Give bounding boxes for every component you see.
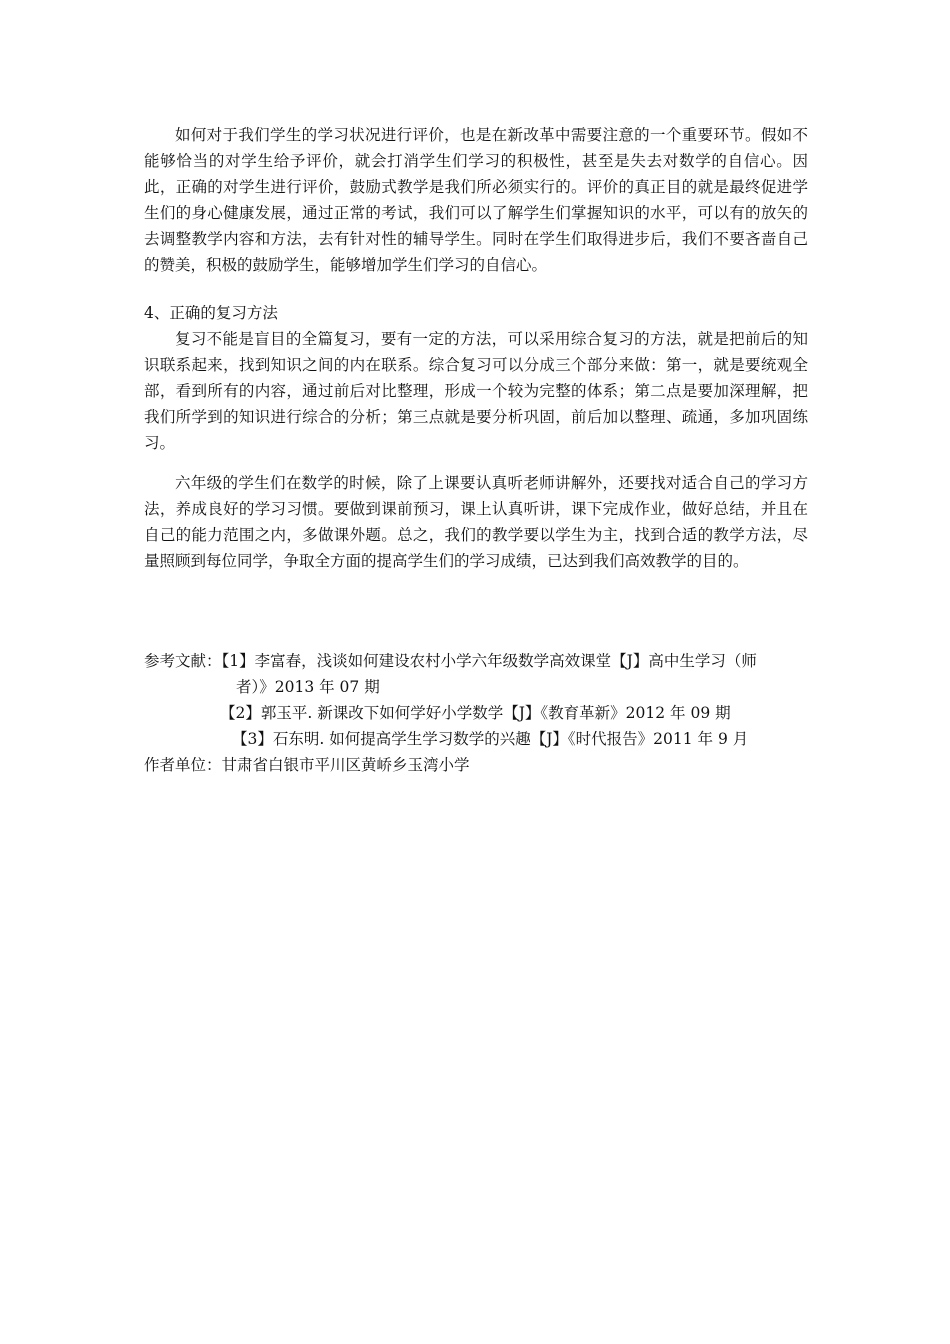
reference-1 xyxy=(144,648,808,674)
reference-2: 【2】郭玉平. 新课改下如何学好小学数学【J】《教育革新》2012 年 09 期 xyxy=(220,704,731,722)
reference-1-line-2: 者）》2013 年 07 期 xyxy=(236,678,380,696)
references-section xyxy=(144,648,808,778)
paragraph-review-method: 复习不能是盲目的全篇复习，要有一定的方法，可以采用综合复习的方法，就是把前后的知识联系起来，找到知识之间的内在联系。综合复习可以分成三个部分来做：第一，就是要统观全部，看到所有的内容，通过前后对比整理，形成一个较为完整的体系；第二点是要加深理解，把我们所学到的知识进行综合的分析；第三点就是要分析巩固，前后加以整理、疏通，多加巩固练习。 xyxy=(144,330,808,452)
reference-3: 【3】石东明. 如何提高学生学习数学的兴趣【J】《时代报告》2011 年 9 月 xyxy=(232,730,749,748)
reference-1-line-1: 【1】李富春，浅谈如何建设农村小学六年级数学高效课堂【J】高中生学习（师 xyxy=(221,652,757,670)
section-heading-review-method: 4、正确的复习方法 xyxy=(144,304,278,322)
references-label: 参考文献： xyxy=(144,652,222,670)
paragraph-conclusion: 六年级的学生们在数学的时候，除了上课要认真听老师讲解外，还要找对适合自己的学习方法，养成良好的学习习惯。要做到课前预习，课上认真听讲，课下完成作业，做好总结，并且在自己的能力范围之内，多做课外题。总之，我们的教学要以学生为主，找到合适的教学方法，尽量照顾到每位同学，争取全方面的提高学生们的学习成绩，已达到我们高效教学的目的。 xyxy=(144,474,808,570)
author-affiliation: 作者单位：甘肃省白银市平川区黄峤乡玉湾小学 xyxy=(144,756,470,774)
paragraph-evaluation: 如何对于我们学生的学习状况进行评价，也是在新改革中需要注意的一个重要环节。假如不能够恰当的对学生给予评价，就会打消学生们学习的积极性，甚至是失去对数学的自信心。因此，正确的对学生进行评价，鼓励式教学是我们所必须实行的。评价的真正目的就是最终促进学生们的身心健康发展，通过正常的考试，我们可以了解学生们掌握知识的水平，可以有的放矢的去调整教学内容和方法，去有针对性的辅导学生。同时在学生们取得进步后，我们不要吝啬自己的赞美，积极的鼓励学生，能够增加学生们学习的自信心。 xyxy=(144,126,808,274)
